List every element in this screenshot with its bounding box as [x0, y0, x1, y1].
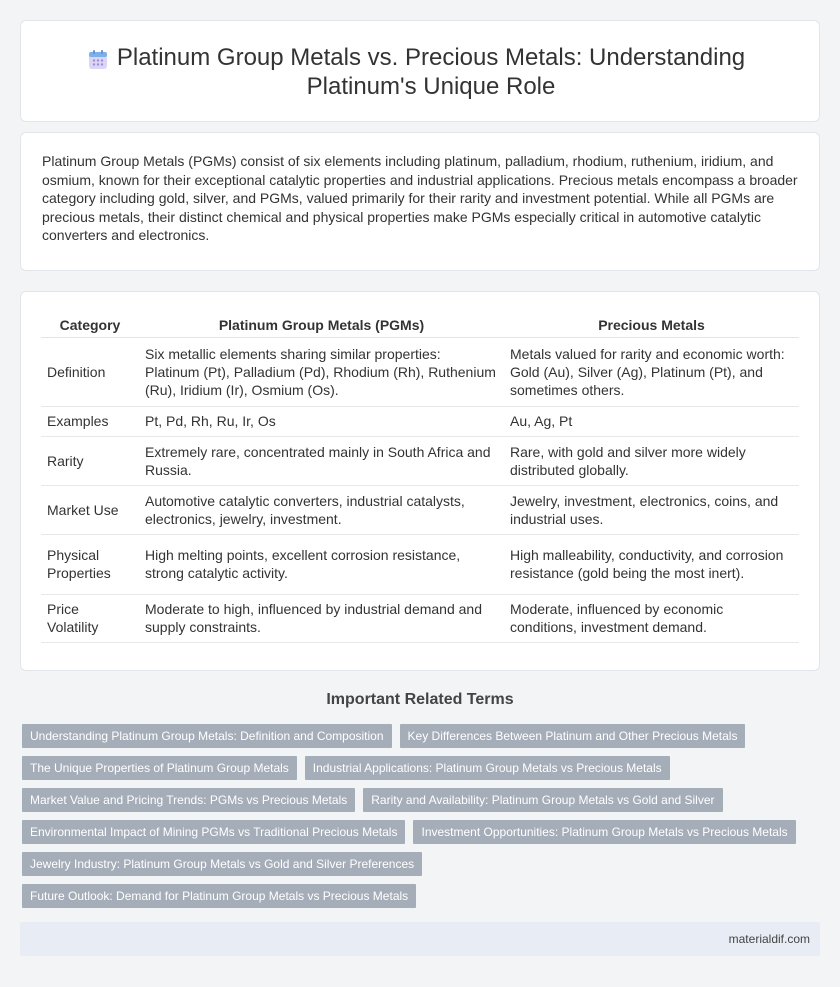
table-row: [41, 337, 799, 406]
row-category: Rarity: [41, 436, 139, 485]
related-term-link[interactable]: Market Value and Pricing Trends: PGMs vs Precious Metals: [22, 788, 355, 812]
site-name[interactable]: materialdif.com: [728, 932, 810, 946]
related-terms-list: [22, 724, 822, 916]
row-category: Market Use: [41, 485, 139, 534]
row-precious-value: Moderate, influenced by economic conditions, investment demand.: [504, 594, 799, 642]
row-pgms-value: Six metallic elements sharing similar properties: Platinum (Pt), Palladium (Pd), Rhodium (Rh), Ruthenium (Ru), Iridium (Ir), Osmium (Os).: [139, 337, 504, 406]
table-row: [41, 436, 799, 485]
row-category: Definition: [41, 337, 139, 406]
related-term-link[interactable]: Rarity and Availability: Platinum Group Metals vs Gold and Silver: [363, 788, 722, 812]
related-term-link[interactable]: Industrial Applications: Platinum Group Metals vs Precious Metals: [305, 756, 670, 780]
row-category: Price Volatility: [41, 594, 139, 642]
row-precious-value: Jewelry, investment, electronics, coins, and industrial uses.: [504, 485, 799, 534]
row-pgms-value: Moderate to high, influenced by industrial demand and supply constraints.: [139, 594, 504, 642]
row-pgms-value: Pt, Pd, Rh, Ru, Ir, Os: [139, 406, 504, 436]
related-term-link[interactable]: Key Differences Between Platinum and Other Precious Metals: [400, 724, 746, 748]
page-title: Platinum Group Metals vs. Precious Metals: Understanding Platinum's Unique Role: [116, 44, 746, 100]
table-header-row: [41, 313, 799, 337]
row-precious-value: Rare, with gold and silver more widely distributed globally.: [504, 436, 799, 485]
intro-paragraph: Platinum Group Metals (PGMs) consist of six elements including platinum, palladium, rhodium, ruthenium, iridium, and osmium, known for their exceptional catalytic properties and industrial applications. Precious metals encompass a broader category including gold, silver, and PGMs, valued primarily for their rarity and investment potential. While all PGMs are precious metals, their distinct chemical and physical properties make PGMs especially critical in automotive catalytic converters and electronics.: [42, 153, 798, 243]
header-precious-metals: Precious Metals: [504, 313, 799, 337]
related-term-link[interactable]: Investment Opportunities: Platinum Group Metals vs Precious Metals: [413, 820, 795, 844]
row-pgms-value: Extremely rare, concentrated mainly in South Africa and Russia.: [139, 436, 504, 485]
row-category: Examples: [41, 406, 139, 436]
table-row: [41, 406, 799, 436]
row-precious-value: Au, Ag, Pt: [504, 406, 799, 436]
related-term-link[interactable]: Environmental Impact of Mining PGMs vs Traditional Precious Metals: [22, 820, 405, 844]
row-pgms-value: Automotive catalytic converters, industrial catalysts, electronics, jewelry, investment.: [139, 485, 504, 534]
related-term-link[interactable]: Understanding Platinum Group Metals: Definition and Composition: [22, 724, 392, 748]
row-category: Physical Properties: [41, 534, 139, 594]
related-term-link[interactable]: Jewelry Industry: Platinum Group Metals vs Gold and Silver Preferences: [22, 852, 422, 876]
row-precious-value: High malleability, conductivity, and corrosion resistance (gold being the most inert).: [504, 534, 799, 594]
related-term-link[interactable]: Future Outlook: Demand for Platinum Group Metals vs Precious Metals: [22, 884, 416, 908]
related-term-link[interactable]: The Unique Properties of Platinum Group Metals: [22, 756, 297, 780]
comparison-table: [41, 313, 799, 643]
table-row: [41, 485, 799, 534]
intro-card: [20, 132, 820, 271]
comparison-card: [20, 291, 820, 671]
header-category: Category: [41, 313, 139, 337]
footer: [20, 922, 820, 956]
related-terms-heading: Important Related Terms: [326, 691, 514, 708]
title-card: [20, 20, 820, 122]
row-pgms-value: High melting points, excellent corrosion resistance, strong catalytic activity.: [139, 534, 504, 594]
table-row: [41, 534, 799, 594]
table-row: [41, 594, 799, 642]
row-precious-value: Metals valued for rarity and economic worth: Gold (Au), Silver (Ag), Platinum (Pt), and sometimes others.: [504, 337, 799, 406]
header-pgms: Platinum Group Metals (PGMs): [139, 313, 504, 337]
